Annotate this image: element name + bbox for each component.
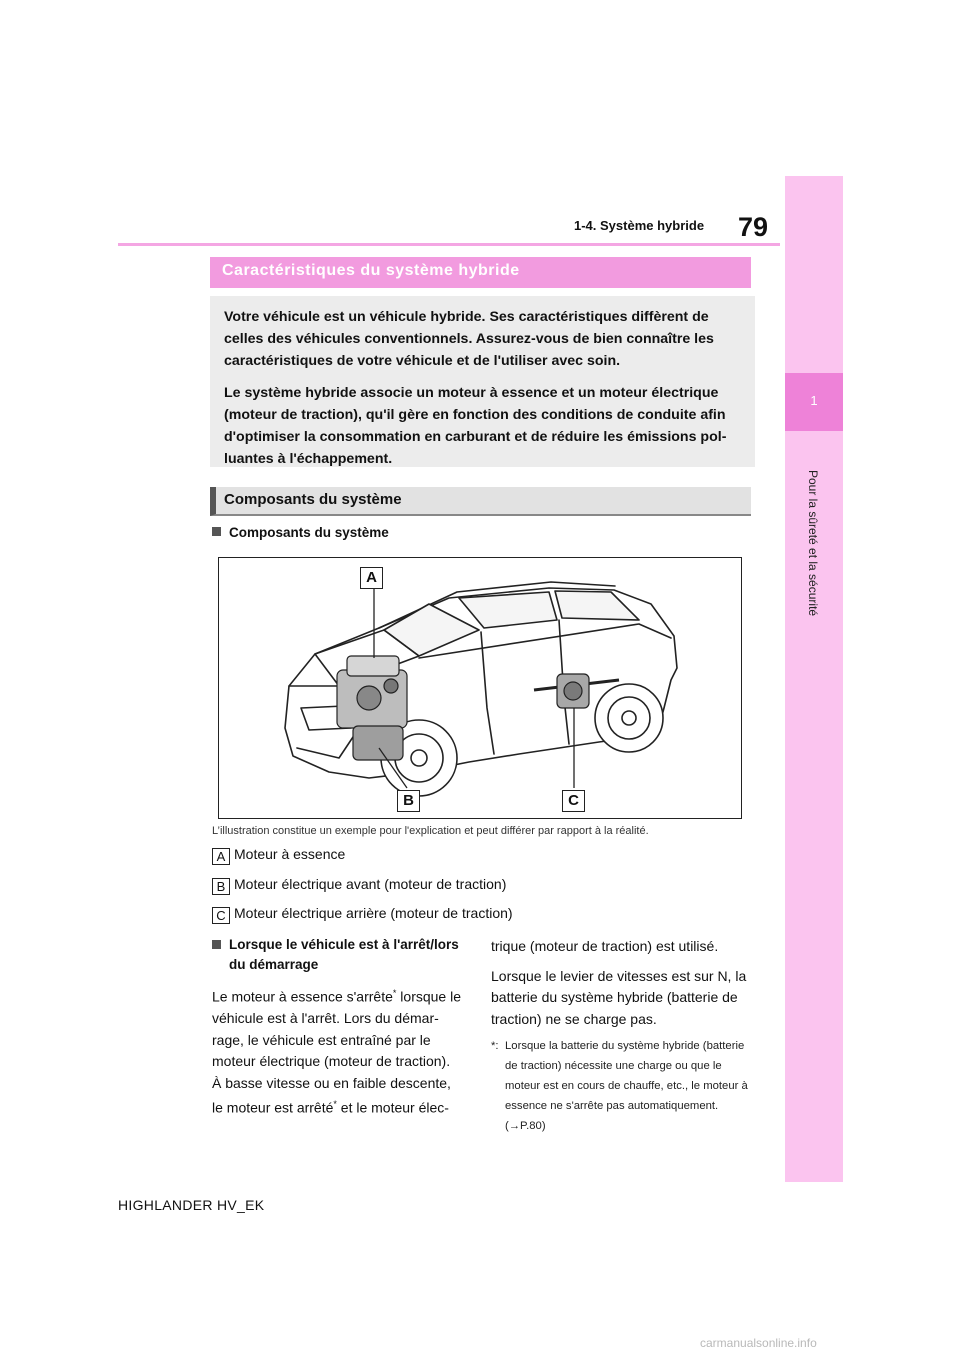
legend-item-c — [212, 905, 513, 924]
callout-c: C — [562, 790, 585, 812]
intro-paragraph-1: Votre véhicule est un véhicule hybride. Ses caractéristiques diffèrent de celles des véhicules conventionnels. Assurez-vous de bien connaître les caractéristiques de votre véhicule et de l'utiliser avec soin. — [224, 309, 714, 369]
legend-item-b — [212, 876, 506, 895]
stop-start-heading — [212, 935, 462, 975]
components-heading-text: Composants du système — [229, 525, 389, 540]
neutral-charge-text: Lorsque le levier de vitesses est sur N, la batterie du système hybride (batterie de traction) ne se charge pas. — [491, 967, 747, 1027]
legend-label-b: Moteur électrique avant (moteur de traction) — [234, 876, 507, 892]
bullet-square-icon — [212, 940, 221, 949]
callout-b: B — [397, 790, 420, 812]
footnote-mark: *: — [491, 1040, 499, 1052]
intro-box — [210, 296, 755, 467]
stop-start-text-2: lorsque le véhicule est à l'arrêt. Lors du démar-rage, le véhicule est entraîné par le moteur électrique (moteur de traction). À basse vitesse ou en faible descente, le moteur est arrêté — [212, 988, 461, 1116]
legend-key-a: A — [212, 848, 230, 865]
intro-paragraph-2: Le système hybride associe un moteur à essence et un moteur électrique (moteur de traction), qu'il gère en fonction des conditions de conduite afin d'optimiser la consommation en carburant et de réduire les émissions pol-luantes à l'échappement. — [224, 385, 727, 467]
footer-model: HIGHLANDER HV_EK — [118, 1197, 265, 1213]
stop-start-heading-text: Lorsque le véhicule est à l'arrêt/lors du démarrage — [229, 937, 459, 972]
legend-key-b: B — [212, 878, 230, 895]
stop-start-text-3: et le moteur élec- — [336, 1099, 449, 1116]
section-title: Caractéristiques du système hybride — [222, 262, 520, 279]
footnote-asterisk: * — [333, 1099, 337, 1110]
chapter-title: Pour la sûreté et la sécurité — [806, 470, 820, 617]
figure-caption: L’illustration constitue un exemple pour l'explication et peut différer par rapport à la réalité. — [212, 825, 649, 837]
page-number: 79 — [738, 212, 769, 242]
subsection-title: Composants du système — [224, 491, 402, 508]
watermark: carmanualsonline.info — [700, 1336, 817, 1350]
footnote-text: Lorsque la batterie du système hybride (batterie de traction) nécessite une charge ou que le moteur est en cours de chauffe, etc., le moteur à essence ne s'arrête pas automatiquement. (→P.80) — [505, 1040, 748, 1132]
chapter-sidebar — [785, 176, 843, 1182]
components-heading — [212, 525, 389, 540]
legend-label-c: Moteur électrique arrière (moteur de traction) — [234, 905, 513, 921]
footnote — [491, 1036, 756, 1136]
legend-item-a — [212, 846, 345, 865]
section-header: 1-4. Système hybride — [574, 218, 705, 233]
electric-use-text: trique (moteur de traction) est utilisé. — [491, 938, 719, 954]
bullet-square-icon — [212, 527, 221, 536]
stop-start-text-1: Le moteur à essence s'arrête — [212, 988, 393, 1005]
left-column — [212, 935, 462, 1119]
vehicle-illustration — [218, 557, 742, 819]
legend-key-c: C — [212, 907, 230, 924]
stop-start-paragraph — [212, 983, 462, 1119]
chapter-tab-number: 1 — [810, 393, 818, 408]
suv-cutaway-drawing — [219, 558, 740, 817]
callout-a: A — [360, 567, 383, 589]
right-column — [491, 936, 756, 1136]
footnote-asterisk: * — [392, 988, 397, 998]
header-rule — [118, 243, 780, 246]
legend-label-a: Moteur à essence — [234, 846, 346, 862]
